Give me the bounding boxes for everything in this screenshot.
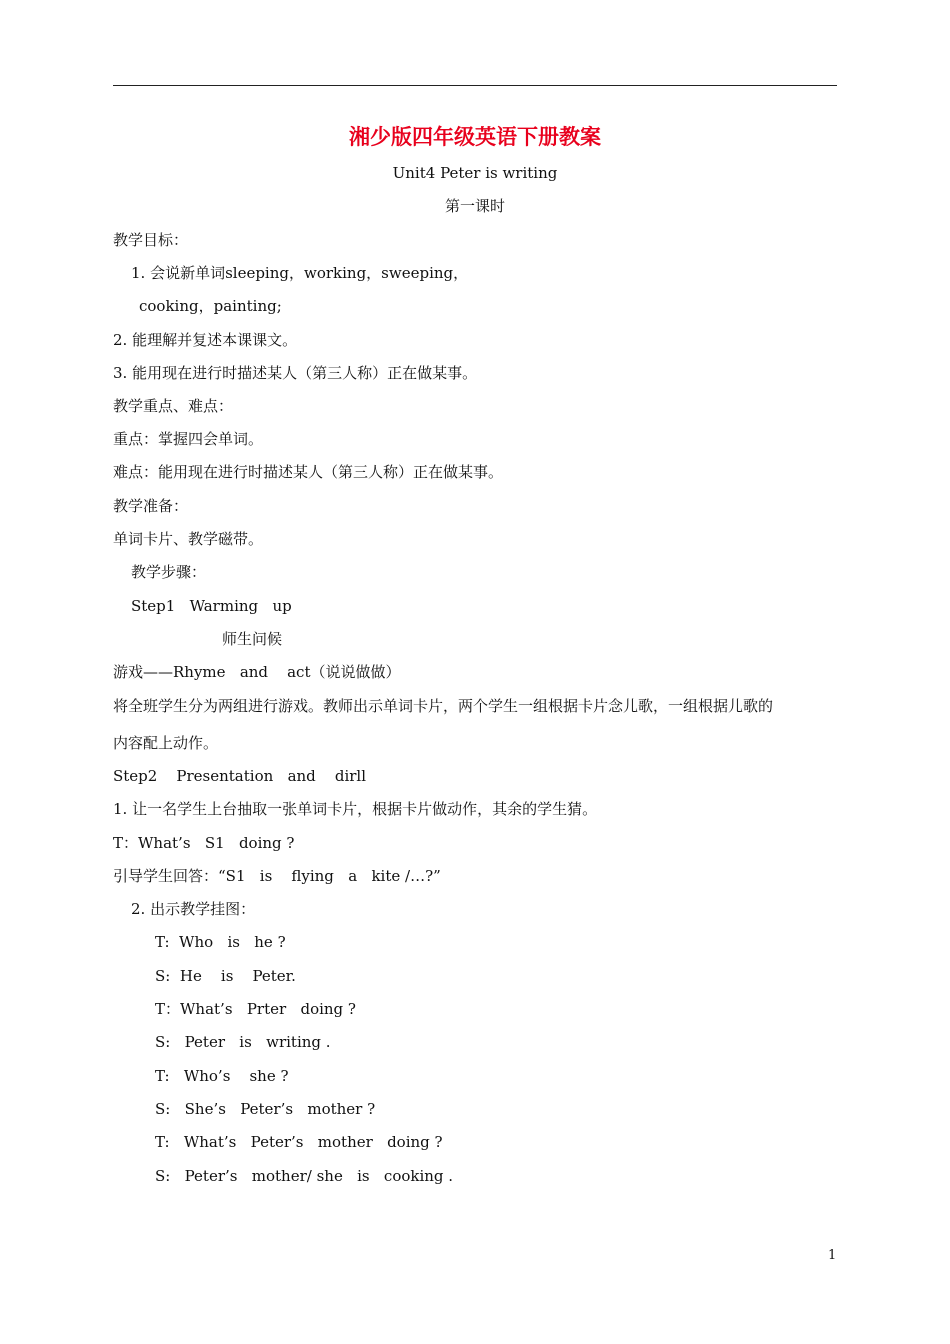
dialogue-line: S: Peter’s mother/ she is cooking . [155, 1167, 454, 1185]
objective-3: 3. 能用现在进行时描述某人（第三人称）正在做某事。 [113, 364, 478, 382]
step1-heading: Step1 Warming up [131, 597, 292, 615]
section-heading-objectives: 教学目标： [113, 231, 189, 249]
dialogue-line: T: Who is he ? [155, 933, 286, 951]
step2-item-2: 2. 出示教学挂图： [131, 900, 256, 918]
dialogue-line: 引导学生回答：“S1 is flying a kite /…?” [113, 867, 441, 885]
lesson-label: 第一课时 [444, 197, 505, 215]
objective-1-cont: cooking，painting; [139, 297, 282, 315]
header-rule [113, 85, 837, 86]
section-heading-steps: 教学步骤： [131, 563, 207, 581]
difficult-point: 难点：能用现在进行时描述某人（第三人称）正在做某事。 [113, 463, 504, 481]
step1-game-desc-cont: 内容配上动作。 [113, 734, 219, 752]
dialogue-line: T: Who’s she ? [155, 1067, 289, 1085]
step1-game: 游戏——Rhyme and act（说说做做） [113, 663, 401, 681]
unit-subtitle: Unit4 Peter is writing [392, 164, 558, 182]
section-heading-preparation: 教学准备： [113, 497, 189, 515]
objective-1: 1. 会说新单词sleeping，working，sweeping， [131, 264, 469, 282]
dialogue-line: S: Peter is writing . [155, 1033, 331, 1051]
preparation-items: 单词卡片、教学磁带。 [113, 530, 264, 548]
dialogue-line: S: He is Peter. [155, 967, 296, 985]
dialogue-line: T：What’s Prter doing ? [155, 1000, 356, 1018]
objective-2: 2. 能理解并复述本课课文。 [113, 331, 298, 349]
document-title: 湘少版四年级英语下册教案 [349, 125, 601, 149]
key-point: 重点：掌握四会单词。 [113, 430, 264, 448]
dialogue-line: T：What’s S1 doing ? [113, 834, 295, 852]
dialogue-line: S: She’s Peter’s mother ? [155, 1100, 376, 1118]
dialogue-line: T: What’s Peter’s mother doing ? [155, 1133, 443, 1151]
step1-game-desc: 将全班学生分为两组进行游戏。教师出示单词卡片，两个学生一组根据卡片念儿歌，一组根据儿歌的 [113, 697, 774, 715]
step2-heading: Step2 Presentation and dirll [113, 767, 367, 785]
page-number: 1 [828, 1248, 837, 1263]
step1-greeting: 师生问候 [222, 630, 283, 648]
step2-item-1: 1. 让一名学生上台抽取一张单词卡片，根据卡片做动作，其余的学生猜。 [113, 800, 598, 818]
section-heading-key-points: 教学重点、难点： [113, 397, 234, 415]
